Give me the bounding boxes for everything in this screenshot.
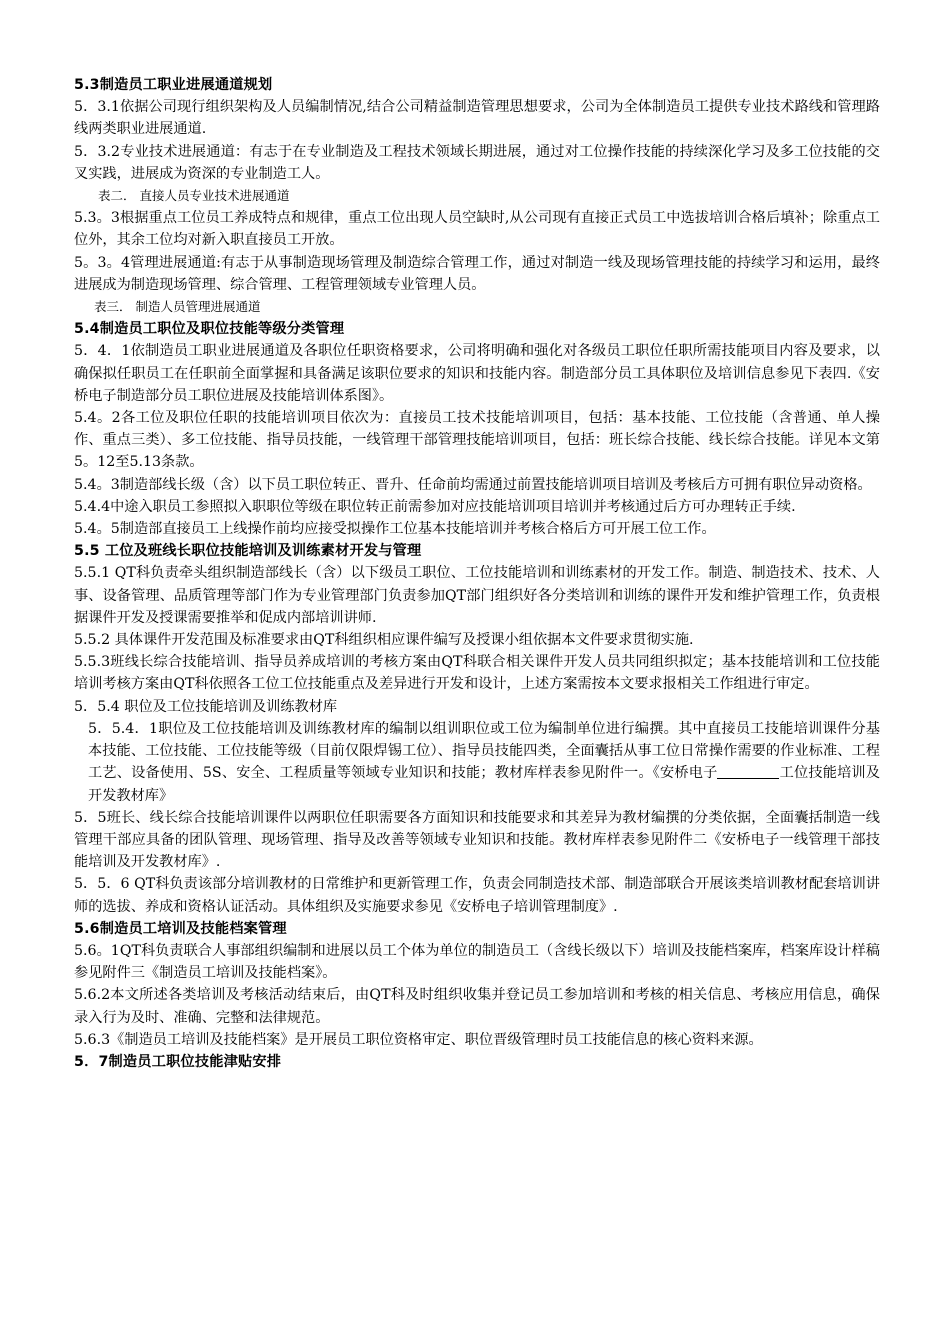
paragraph-5-4-3: 5.4。3制造部线长级（含）以下员工职位转正、晋升、任命前均需通过前置技能培训项目培训及考核后方可拥有职位异动资格。 xyxy=(74,476,872,493)
section-heading-5-6: 5.6制造员工培训及技能档案管理 xyxy=(74,920,287,937)
table-caption-2: 表二． 直接人员专业技术进展通道 xyxy=(98,188,290,204)
paragraph-5-4-4: 5.4.4中途入职员工参照拟入职职位等级在职位转正前需参加对应技能培训项目培训并考核通过后方可办理转正手续. xyxy=(74,498,796,515)
paragraph-5-5-4-1-text: 5．5.4．1职位及工位技能培训及训练教材库的编制以组训职位或工位为编制单位进行编撰。其中直接员工技能培训课件分基本技能、工位技能、工位技能等级（目前仅限焊锡工位）、指导员技能四类，全面囊括从事工位日常操作需要的作业标准、工程工艺、设备使用、5S、安全、工程质量等领域专业知识和技能；教材库样表参见附件一。《安桥电子 xyxy=(88,720,880,782)
paragraph-5-4-1: 5．4．1依制造员工职业进展通道及各职位任职资格要求，公司将明确和强化对各级员工职位任职所需技能项目内容及要求，以确保拟任职员工在任职前全面掌握和具备满足该职位要求的知识和技能内容。制造部分员工具体职位及培训信息参见下表四.《安桥电子制造部分员工职位进展及技能培训体系图》。 xyxy=(74,343,880,404)
paragraph-5-5-5: 5．5班长、线长综合技能培训课件以两职位任职需要各方面知识和技能要求和其差异为教材编撰的分类依据，全面囊括制造一线管理干部应具备的团队管理、现场管理、指导及改善等领域专业知识和技能。教材库样表参见附件二《安桥电子一线管理干部技能培训及开发教材库》. xyxy=(74,809,880,871)
paragraph-5-4-2: 5.4。2各工位及职位任职的技能培训项目依次为：直接员工技术技能培训项目，包括：基本技能、工位技能（含普通、单人操作、重点三类）、多工位技能、指导员技能，一线管理干部管理技能培训项目，包括：班长综合技能、线长综合技能。详见本文第5。12至5.13条款。 xyxy=(74,410,880,471)
paragraph-5-3-1: 5．3.1依据公司现行组织架构及人员编制情况,结合公司精益制造管理思想要求，公司为全体制造员工提供专业技术路线和管理路线两类职业进展通道. xyxy=(74,99,880,138)
blank-underline xyxy=(717,764,779,779)
paragraph-5-4-5: 5.4。5制造部直接员工上线操作前均应接受拟操作工位基本技能培训并考核合格后方可开展工位工作。 xyxy=(74,521,716,538)
paragraph-5-5-4: 5．5.4 职位及工位技能培训及训练教材库 xyxy=(74,698,338,715)
table-caption-3: 表三． 制造人员管理进展通道 xyxy=(94,299,261,315)
paragraph-5-5-4-1-tail: 工位技能培训及开发教材库》 xyxy=(88,765,880,804)
paragraph-5-5-1: 5.5.1 QT科负责牵头组织制造部线长（含）以下级员工职位、工位技能培训和训练素材的开发工作。制造、制造技术、技术、人事、设备管理、品质管理等部门作为专业管理部门负责参加QT部门组织好各分类培训和训练的课件开发和维护管理工作，负责根据课件开发及授课需要推举和促成内部培训讲师. xyxy=(74,565,880,626)
paragraph-5-3-4: 5。3。4管理进展通道:有志于从事制造现场管理及制造综合管理工作，通过对制造一线及现场管理技能的持续学习和运用，最终进展成为制造现场管理、综合管理、工程管理领域专业管理人员。 xyxy=(74,254,880,293)
section-heading-5-4: 5.4制造员工职位及职位技能等级分类管理 xyxy=(74,321,345,338)
paragraph-5-5-6: 5．5．6 QT科负责该部分培训教材的日常维护和更新管理工作，负责会同制造技术部、制造部联合开展该类培训教材配套培训讲师的选拔、养成和资格认证活动。具体组织及实施要求参见《安桥电子培训管理制度》. xyxy=(74,876,880,915)
section-heading-5-7: 5．7制造员工职位技能津贴安排 xyxy=(74,1053,282,1070)
paragraph-5-5-4-1 xyxy=(74,718,880,807)
paragraph-5-3-2: 5．3.2专业技术进展通道：有志于在专业制造及工程技术领域长期进展，通过对工位操作技能的持续深化学习及多工位技能的交叉实践，进展成为资深的专业制造工人。 xyxy=(74,143,880,182)
paragraph-5-5-3: 5.5.3班线长综合技能培训、指导员养成培训的考核方案由QT科联合相关课件开发人员共同组织拟定；基本技能培训和工位技能培训考核方案由QT科依照各工位工位技能重点及差异进行开发和设计，上述方案需按本文要求报相关工作组进行审定。 xyxy=(74,654,880,693)
paragraph-5-6-3: 5.6.3《制造员工培训及技能档案》是开展员工职位资格审定、职位晋级管理时员工技能信息的核心资料来源。 xyxy=(74,1031,763,1048)
paragraph-5-6-2: 5.6.2本文所述各类培训及考核活动结束后，由QT科及时组织收集并登记员工参加培训和考核的相关信息、考核应用信息，确保录入行为及时、准确、完整和法律规范。 xyxy=(74,987,880,1026)
paragraph-5-3-3: 5.3。3根据重点工位员工养成特点和规律，重点工位出现人员空缺时,从公司现有直接正式员工中选拔培训合格后填补；除重点工位外，其余工位均对新入职直接员工开放。 xyxy=(74,210,880,249)
paragraph-5-5-2: 5.5.2 具体课件开发范围及标准要求由QT科组织相应课件编写及授课小组依据本文件要求贯彻实施. xyxy=(74,632,694,649)
section-heading-5-3: 5.3制造员工职业进展通道规划 xyxy=(74,77,273,93)
section-heading-5-5: 5.5 工位及班线长职位技能培训及训练素材开发与管理 xyxy=(74,543,422,560)
paragraph-5-6-1: 5.6。1QT科负责联合人事部组织编制和进展以员工个体为单位的制造员工（含线长级以下）培训及技能档案库，档案库设计样稿参见附件三《制造员工培训及技能档案》。 xyxy=(74,942,880,982)
